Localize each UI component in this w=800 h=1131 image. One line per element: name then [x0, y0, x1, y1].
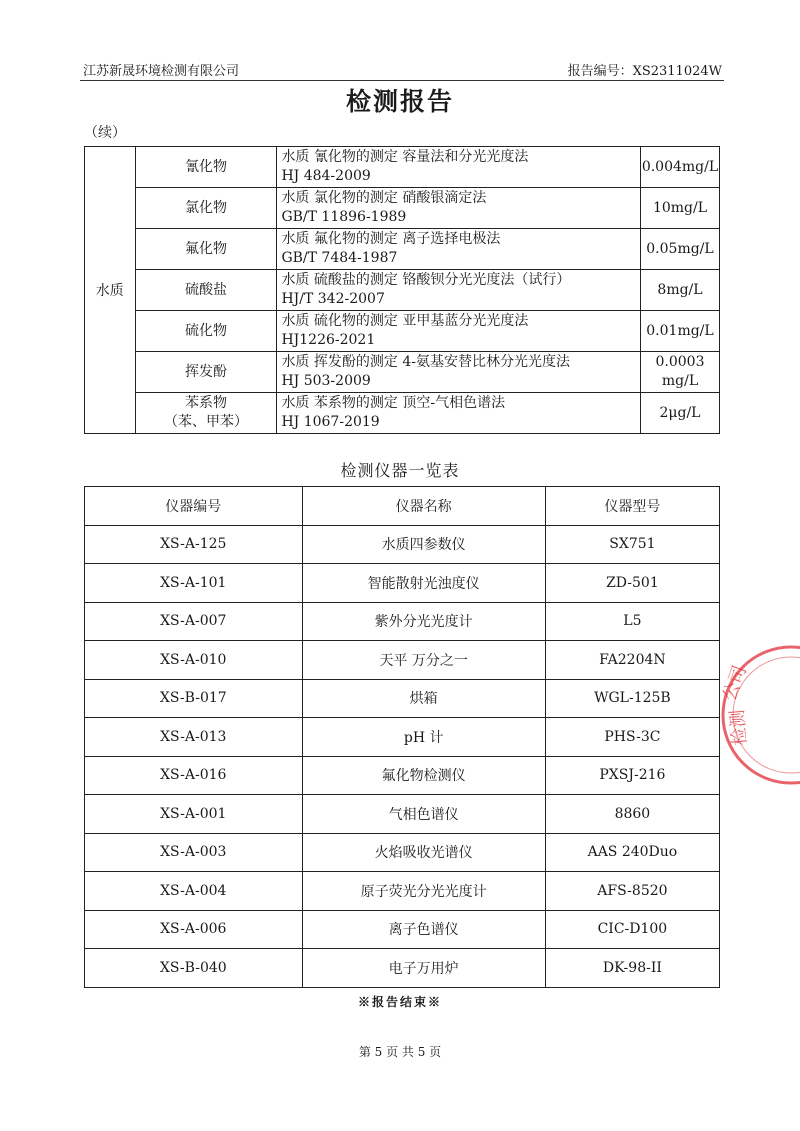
instrument-row — [85, 718, 720, 757]
end-of-report: ※报告结束※ — [357, 995, 442, 1009]
instrument-name: 气相色谱仪 — [302, 795, 545, 834]
detection-limit: 0.05mg/L — [640, 229, 719, 270]
method-row — [85, 352, 720, 393]
header-instrument-id: 仪器编号 — [85, 487, 303, 526]
instrument-name: 火焰吸收光谱仪 — [302, 833, 545, 872]
instrument-name: 电子万用炉 — [302, 949, 545, 988]
detection-limit: 0.0003 mg/L — [640, 352, 719, 393]
instrument-name: 智能散射光浊度仪 — [302, 564, 545, 603]
instrument-row — [85, 679, 720, 718]
header-divider — [80, 80, 724, 81]
instrument-model: AFS-8520 — [545, 872, 719, 911]
instrument-model: ZD-501 — [545, 564, 719, 603]
detection-limit: 8mg/L — [640, 270, 719, 311]
report-number: 报告编号：XS2311024W — [567, 64, 722, 79]
instrument-row — [85, 756, 720, 795]
instrument-id: XS-B-040 — [85, 949, 303, 988]
instrument-model: WGL-125B — [545, 679, 719, 718]
methods-table — [84, 146, 720, 434]
instrument-id: XS-A-125 — [85, 525, 303, 564]
instrument-row — [85, 949, 720, 988]
instrument-row — [85, 833, 720, 872]
instrument-name: 氟化物检测仪 — [302, 756, 545, 795]
header-instrument-model: 仪器型号 — [545, 487, 719, 526]
instrument-name: 天平 万分之一 — [302, 641, 545, 680]
page-title: 检测报告 — [345, 87, 454, 116]
instrument-model: SX751 — [545, 525, 719, 564]
instrument-row — [85, 872, 720, 911]
test-method: 水质 氯化物的测定 硝酸银滴定法 GB/T 11896-1989 — [277, 188, 641, 229]
instrument-row — [85, 795, 720, 834]
test-method: 水质 挥发酚的测定 4-氨基安替比林分光光度法 HJ 503-2009 — [277, 352, 641, 393]
test-item: 氰化物 — [135, 147, 277, 188]
instrument-table — [84, 486, 720, 988]
method-row — [85, 393, 720, 434]
test-item: 氟化物 — [135, 229, 277, 270]
instrument-model: DK-98-II — [545, 949, 719, 988]
continued-label: （续） — [84, 125, 126, 141]
test-item: 挥发酚 — [135, 352, 277, 393]
test-item: 硫化物 — [135, 311, 277, 352]
test-item: 硫酸盐 — [135, 270, 277, 311]
instrument-name: 水质四参数仪 — [302, 525, 545, 564]
instrument-id: XS-A-101 — [85, 564, 303, 603]
instrument-name: 原子荧光分光光度计 — [302, 872, 545, 911]
instrument-model: AAS 240Duo — [545, 833, 719, 872]
instrument-model: L5 — [545, 602, 719, 641]
instrument-id: XS-B-017 — [85, 679, 303, 718]
method-row — [85, 311, 720, 352]
detection-limit: 0.01mg/L — [640, 311, 719, 352]
test-method: 水质 氟化物的测定 离子选择电极法 GB/T 7484-1987 — [277, 229, 641, 270]
test-method: 水质 苯系物的测定 顶空-气相色谱法 HJ 1067-2019 — [277, 393, 641, 434]
method-row — [85, 188, 720, 229]
test-item: 苯系物 （苯、甲苯） — [135, 393, 277, 434]
instrument-id: XS-A-013 — [85, 718, 303, 757]
instrument-id: XS-A-006 — [85, 910, 303, 949]
svg-text:检测: 检测 — [726, 708, 751, 747]
detection-limit: 2μg/L — [640, 393, 719, 434]
instrument-row — [85, 602, 720, 641]
instrument-id: XS-A-007 — [85, 602, 303, 641]
test-method: 水质 硫化物的测定 亚甲基蓝分光光度法 HJ1226-2021 — [277, 311, 641, 352]
instrument-id: XS-A-001 — [85, 795, 303, 834]
instrument-header-row — [85, 487, 720, 526]
instrument-name: 紫外分光光度计 — [302, 602, 545, 641]
instrument-name: 烘箱 — [302, 679, 545, 718]
header-instrument-name: 仪器名称 — [302, 487, 545, 526]
test-method: 水质 硫酸盐的测定 铬酸钡分光光度法（试行） HJ/T 342-2007 — [277, 270, 641, 311]
company-seal-stamp — [716, 640, 800, 790]
instrument-model: CIC-D100 — [545, 910, 719, 949]
instrument-model: PXSJ-216 — [545, 756, 719, 795]
method-row — [85, 147, 720, 188]
instrument-row — [85, 525, 720, 564]
instrument-id: XS-A-016 — [85, 756, 303, 795]
detection-limit: 0.004mg/L — [640, 147, 719, 188]
instrument-model: FA2204N — [545, 641, 719, 680]
category-cell: 水质 — [85, 147, 136, 434]
instrument-id: XS-A-010 — [85, 641, 303, 680]
detection-limit: 10mg/L — [640, 188, 719, 229]
instrument-model: 8860 — [545, 795, 719, 834]
test-item: 氯化物 — [135, 188, 277, 229]
instrument-model: PHS-3C — [545, 718, 719, 757]
instrument-row — [85, 564, 720, 603]
method-row — [85, 270, 720, 311]
test-method: 水质 氰化物的测定 容量法和分光光度法 HJ 484-2009 — [277, 147, 641, 188]
instrument-id: XS-A-004 — [85, 872, 303, 911]
method-row — [85, 229, 720, 270]
instrument-row — [85, 641, 720, 680]
instrument-row — [85, 910, 720, 949]
instrument-name: pH 计 — [302, 718, 545, 757]
instrument-list-title: 检测仪器一览表 — [340, 461, 460, 480]
page-number: 第 5 页 共 5 页 — [358, 1045, 442, 1059]
svg-text:公司: 公司 — [718, 662, 752, 704]
instrument-name: 离子色谱仪 — [302, 910, 545, 949]
instrument-id: XS-A-003 — [85, 833, 303, 872]
company-name: 江苏新晟环境检测有限公司 — [83, 64, 240, 79]
